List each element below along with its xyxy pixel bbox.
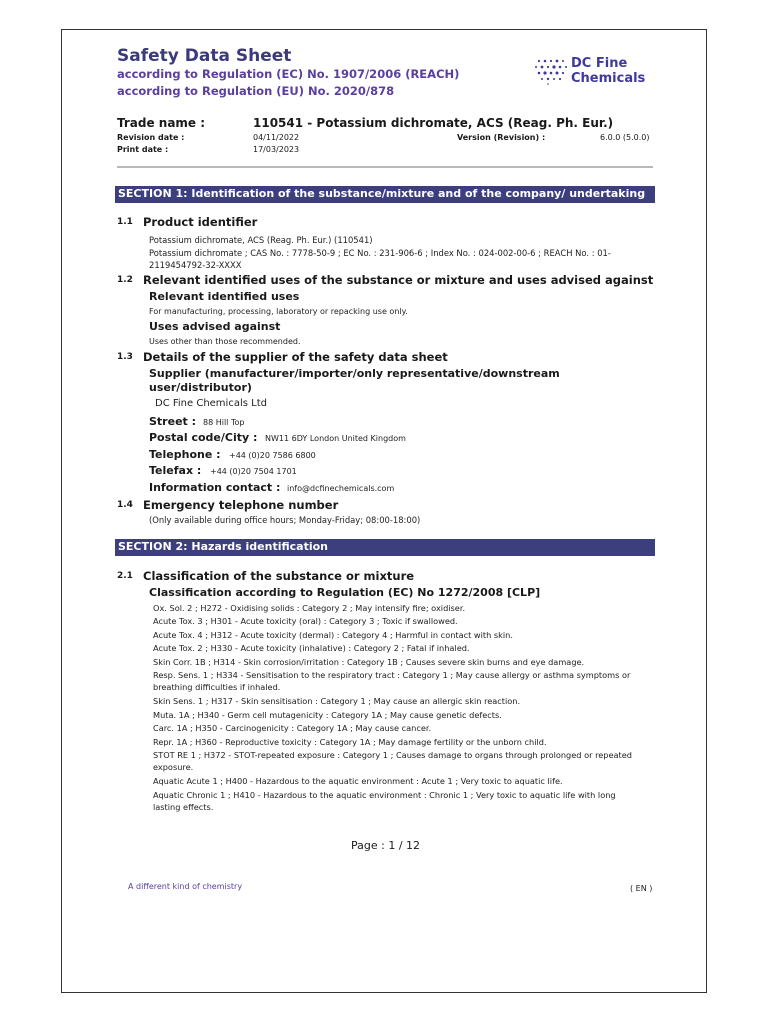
clp-classification-heading: Classification according to Regulation (EC) No 1272/2008 [CLP] [149, 586, 541, 599]
hazard-line: lasting effects. [153, 802, 214, 812]
hazard-line: breathing difficulties if inhaled. [153, 682, 281, 692]
regulation-subtitle-1: according to Regulation (EC) No. 1907/2006 (REACH) [117, 67, 460, 81]
street-value: 88 Hill Top [203, 418, 245, 427]
hazard-line: Repr. 1A ; H360 - Reproductive toxicity : Category 1A ; May damage fertility or the unborn child. [153, 737, 547, 747]
hazard-line: Acute Tox. 4 ; H312 - Acute toxicity (dermal) : Category 4 ; Harmful in contact with skin. [153, 630, 513, 640]
uses-advised-against-heading: Uses advised against [149, 320, 281, 333]
logo-text-line2: Chemicals [571, 71, 646, 86]
section-2-title: SECTION 2: Hazards identification [118, 540, 328, 553]
regulation-subtitle-2: according to Regulation (EU) No. 2020/878 [117, 84, 395, 98]
postal-label: Postal code/City : [149, 431, 258, 444]
hazard-line: Skin Sens. 1 ; H317 - Skin sensitisation : Category 1 ; May cause an allergic skin reaction. [153, 696, 521, 706]
street-label: Street : [149, 415, 197, 428]
product-identifier-line-1: Potassium dichromate, ACS (Reag. Ph. Eur.) (110541) [149, 235, 373, 245]
info-contact-email[interactable]: info@dcfinechemicals.com [287, 484, 395, 493]
product-identifier-line-3: 2119454792-32-XXXX [149, 260, 242, 270]
company-name: DC Fine Chemicals Ltd [155, 398, 267, 409]
hazard-line: Aquatic Acute 1 ; H400 - Hazardous to the aquatic environment : Acute 1 ; Very toxic to aquatic life. [153, 776, 563, 786]
print-date-label: Print date : [117, 145, 169, 154]
subsection-1-4-number: 1.4 [117, 500, 133, 510]
relevant-uses-heading: Relevant identified uses [149, 290, 300, 303]
hazard-line: Resp. Sens. 1 ; H334 - Sensitisation to the respiratory tract : Category 1 ; May cause allergy or asthma symptoms or [153, 670, 631, 680]
hazard-line: Ox. Sol. 2 ; H272 - Oxidising solids : Category 2 ; May intensify fire; oxidiser. [153, 603, 466, 613]
subsection-2-1-title: Classification of the substance or mixture [143, 569, 415, 583]
subsection-1-2-title: Relevant identified uses of the substance or mixture and uses advised against [143, 273, 654, 287]
relevant-uses-text: For manufacturing, processing, laboratory or repacking use only. [149, 307, 408, 316]
hazard-line: Carc. 1A ; H350 - Carcinogenicity : Category 1A ; May cause cancer. [153, 723, 432, 733]
product-identifier-line-2: Potassium dichromate ; CAS No. : 7778-50-9 ; EC No. : 231-906-6 ; Index No. : 024-002-00-6 ; REACH No. : 01- [149, 248, 611, 258]
logo-text-line1: DC Fine [571, 56, 628, 71]
emergency-hours-text: (Only available during office hours; Monday-Friday; 08:00-18:00) [149, 515, 421, 525]
section-1-title: SECTION 1: Identification of the substance/mixture and of the company/ undertaking [118, 187, 646, 200]
subsection-1-1-title: Product identifier [143, 215, 258, 229]
hazard-line: Acute Tox. 3 ; H301 - Acute toxicity (oral) : Category 3 ; Toxic if swallowed. [153, 616, 458, 626]
hazard-line: Acute Tox. 2 ; H330 - Acute toxicity (inhalative) : Category 2 ; Fatal if inhaled. [153, 643, 470, 653]
page-number: Page : 1 / 12 [351, 839, 421, 852]
subsection-1-4-title: Emergency telephone number [143, 498, 339, 512]
hazard-line: STOT RE 1 ; H372 - STOT-repeated exposure : Category 1 ; Causes damage to organs through prolonged or repeated [153, 750, 632, 760]
trade-name-label: Trade name : [117, 116, 206, 130]
header-divider [117, 166, 653, 168]
info-contact-label: Information contact : [149, 481, 281, 494]
language-code: ( EN ) [630, 884, 653, 893]
section-1-header [115, 186, 655, 203]
hazard-line: exposure. [153, 762, 194, 772]
supplier-heading-cont: user/distributor) [149, 381, 252, 394]
telefax-label: Telefax : [149, 464, 202, 477]
hazard-line: Skin Corr. 1B ; H314 - Skin corrosion/irritation : Category 1B ; Causes severe skin burns and eye damage. [153, 657, 585, 667]
section-2-header [115, 539, 655, 556]
subsection-1-3-title: Details of the supplier of the safety data sheet [143, 350, 448, 364]
subsection-1-2-number: 1.2 [117, 275, 133, 285]
version-label: Version (Revision) : [457, 133, 546, 142]
subsection-1-3-number: 1.3 [117, 352, 133, 362]
telephone-label: Telephone : [149, 448, 221, 461]
subsection-2-1-number: 2.1 [117, 571, 133, 581]
company-tagline: A different kind of chemistry [128, 882, 243, 891]
supplier-heading: Supplier (manufacturer/importer/only representative/downstream [149, 367, 560, 380]
print-date-value: 17/03/2023 [253, 145, 300, 154]
hazard-line: Muta. 1A ; H340 - Germ cell mutagenicity : Category 1A ; May cause genetic defects. [153, 710, 502, 720]
revision-date-value: 04/11/2022 [253, 133, 300, 142]
subsection-1-1-number: 1.1 [117, 217, 133, 227]
version-value: 6.0.0 (5.0.0) [600, 133, 650, 142]
telephone-value: +44 (0)20 7586 6800 [229, 451, 316, 460]
document-title: Safety Data Sheet [117, 46, 292, 66]
postal-value: NW11 6DY London United Kingdom [265, 434, 406, 443]
logo-dots-icon [533, 55, 573, 87]
trade-name-value: 110541 - Potassium dichromate, ACS (Reag. Ph. Eur.) [253, 116, 614, 130]
hazard-line: Aquatic Chronic 1 ; H410 - Hazardous to the aquatic environment : Chronic 1 ; Very toxic to aquatic life with long [153, 790, 616, 800]
uses-advised-against-text: Uses other than those recommended. [149, 337, 301, 346]
telefax-value: +44 (0)20 7504 1701 [210, 467, 297, 476]
revision-date-label: Revision date : [117, 133, 185, 142]
